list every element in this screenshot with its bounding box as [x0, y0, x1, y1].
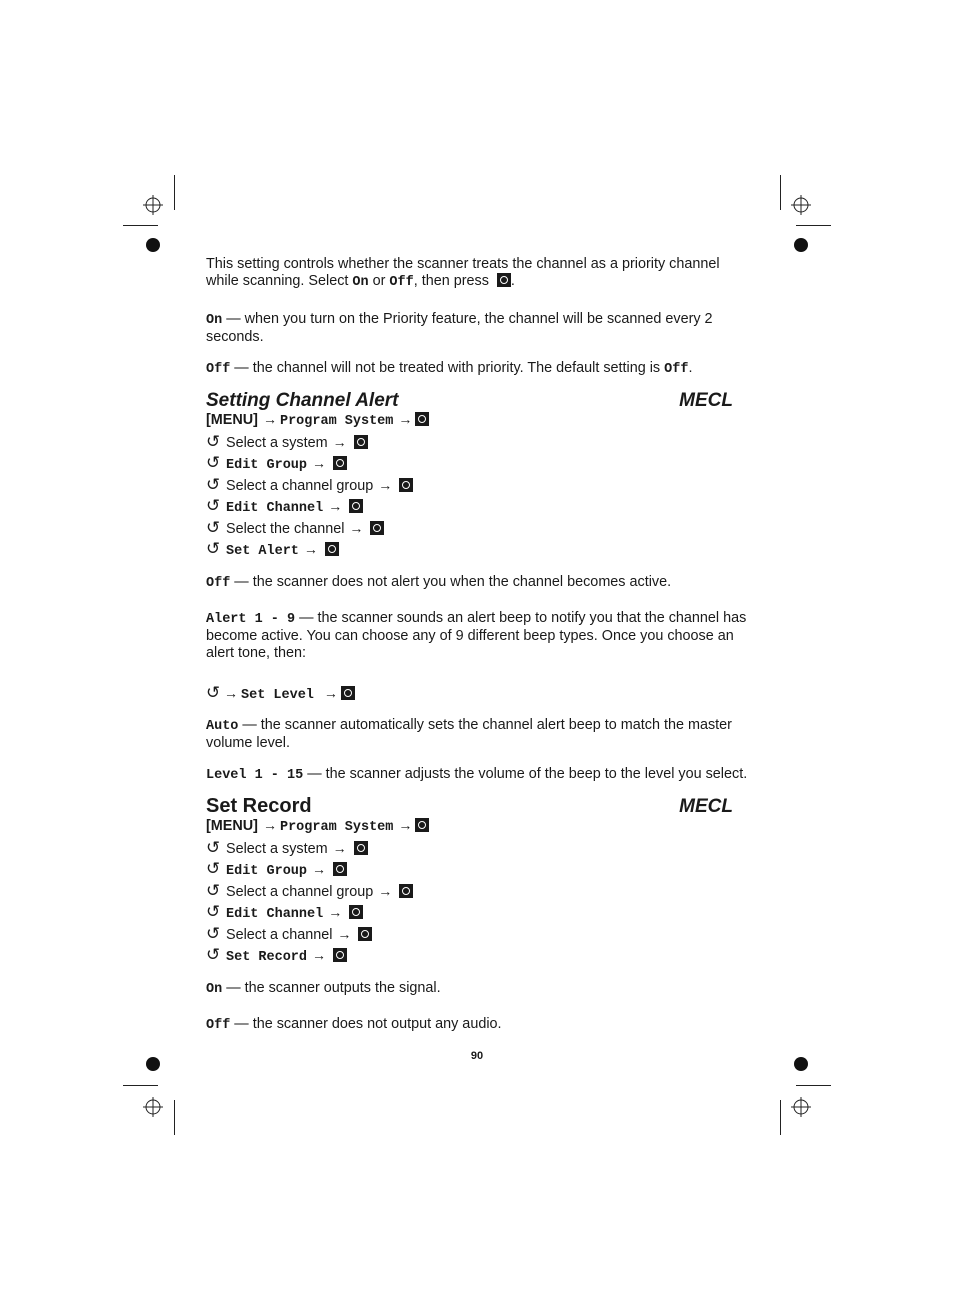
step-row: [206, 923, 751, 945]
menu-key: [MENU]: [206, 818, 258, 834]
rotate-dial-icon: ↺: [206, 682, 221, 702]
arrow-right-icon: →: [332, 839, 347, 856]
alert-off-paragraph: [206, 574, 751, 592]
select-button-icon: [333, 862, 347, 876]
definition-text: — the channel will not be treated with priority. The default setting is: [230, 360, 665, 376]
term-level: Level 1 - 15: [206, 768, 304, 783]
menu-item: Set Level: [241, 687, 314, 703]
rotate-dial-icon: ↺: [206, 474, 221, 494]
step-label: Select a channel: [226, 926, 333, 943]
step-label: Select a system: [226, 434, 328, 451]
step-row: [206, 474, 751, 496]
crop-mark: [796, 225, 831, 226]
term-off: Off: [206, 1017, 231, 1033]
step-label: Select a channel group: [226, 477, 374, 494]
record-off-paragraph: [206, 1016, 751, 1034]
rotate-dial-icon: ↺: [206, 945, 221, 964]
select-button-icon: [358, 927, 372, 941]
definition-text: — the scanner does not output any audio.: [230, 1015, 502, 1032]
arrow-right-icon: →: [312, 861, 327, 877]
select-button-icon: [333, 948, 347, 962]
crop-mark: [174, 1100, 175, 1135]
option-on: On: [352, 275, 369, 290]
term-off: Off: [206, 575, 231, 591]
step-row: [206, 452, 751, 474]
section-title: Setting Channel Alert: [206, 390, 399, 411]
arrow-right-icon: →: [398, 411, 413, 427]
step-row: [206, 495, 751, 517]
alert-tone-paragraph: [206, 610, 751, 662]
intro-paragraph: [206, 256, 751, 291]
step-label: Edit Channel: [226, 907, 324, 922]
crop-mark: [123, 1085, 158, 1086]
step-label: Set Record: [226, 950, 308, 965]
rotate-dial-icon: ↺: [206, 431, 221, 451]
page-number: 90: [470, 1050, 484, 1062]
crop-mark: [780, 1100, 781, 1135]
select-button-icon: [349, 499, 363, 513]
section-header: [206, 795, 733, 817]
auto-paragraph: [206, 717, 751, 752]
step-row: [206, 837, 751, 859]
registration-mark-icon: [143, 195, 163, 215]
select-button-icon: [333, 456, 347, 470]
intro-text: , then press: [413, 273, 489, 289]
record-on-paragraph: [206, 980, 751, 998]
crop-mark: [780, 175, 781, 210]
select-button-icon: [370, 521, 384, 535]
term-auto: Auto: [206, 719, 239, 734]
step-row: [206, 538, 751, 560]
select-button-icon: [497, 273, 511, 287]
step-label: Select the channel: [226, 520, 345, 537]
option-off: Off: [389, 275, 414, 290]
arrow-right-icon: →: [378, 882, 393, 899]
crop-mark: [796, 1085, 831, 1086]
step-row: [206, 858, 751, 880]
step-label: Edit Group: [226, 458, 308, 473]
arrow-right-icon: →: [398, 817, 413, 833]
crop-mark: [123, 225, 158, 226]
level-paragraph: [206, 766, 751, 784]
select-button-icon: [354, 435, 368, 449]
arrow-right-icon: →: [312, 455, 327, 471]
select-button-icon: [325, 542, 339, 556]
arrow-right-icon: →: [262, 817, 277, 833]
step-label: Set Alert: [226, 544, 299, 559]
arrow-right-icon: →: [224, 684, 238, 701]
crop-mark: [174, 175, 175, 210]
select-button-icon: [354, 841, 368, 855]
term-off: Off: [664, 362, 689, 377]
rotate-dial-icon: ↺: [206, 453, 221, 472]
step-label: Select a system: [226, 840, 328, 857]
rotate-dial-icon: ↺: [206, 880, 221, 900]
page-content: [206, 256, 751, 1048]
registration-mark-icon: [791, 195, 811, 215]
rotate-dial-icon: ↺: [206, 517, 221, 537]
step-label: Edit Group: [226, 864, 308, 879]
rotate-dial-icon: ↺: [206, 496, 221, 515]
intro-text: .: [510, 273, 515, 289]
menu-path: [206, 409, 751, 431]
arrow-right-icon: →: [328, 904, 343, 920]
rotate-dial-icon: ↺: [206, 902, 221, 921]
set-level-path: [206, 682, 751, 704]
registration-dot: [794, 238, 808, 252]
arrow-right-icon: →: [332, 433, 347, 450]
rotate-dial-icon: ↺: [206, 539, 221, 558]
step-row: [206, 517, 751, 539]
select-button-icon: [415, 412, 429, 426]
select-button-icon: [341, 686, 355, 700]
section-title: Set Record: [206, 795, 312, 817]
select-button-icon: [415, 818, 429, 832]
definition-text: — the scanner automatically sets the channel alert beep to match the master volume level.: [206, 717, 732, 751]
select-button-icon: [399, 478, 413, 492]
rotate-dial-icon: ↺: [206, 859, 221, 878]
step-label: Select a channel group: [226, 883, 374, 900]
arrow-right-icon: →: [312, 947, 327, 963]
step-row: [206, 880, 751, 902]
priority-off-paragraph: [206, 360, 751, 378]
arrow-right-icon: →: [323, 684, 338, 701]
definition-text: — the scanner adjusts the volume of the beep to the level you select.: [303, 766, 748, 782]
priority-on-paragraph: [206, 311, 751, 346]
definition-text: — the scanner sounds an alert beep to notify you that the channel has become active. You can choose any of 9 different beep types. Once you choose an alert tone, then:: [206, 609, 747, 661]
arrow-right-icon: →: [262, 411, 277, 427]
rotate-dial-icon: ↺: [206, 837, 221, 857]
arrow-right-icon: →: [378, 476, 393, 493]
registration-mark-icon: [791, 1097, 811, 1117]
term-alert: Alert 1 - 9: [206, 611, 296, 627]
intro-text: while scanning. Select: [206, 273, 353, 289]
step-label: Edit Channel: [226, 501, 324, 516]
section-badge: MECL: [679, 390, 733, 411]
definition-text: — the scanner outputs the signal.: [222, 979, 441, 996]
term-off: Off: [206, 362, 231, 377]
arrow-right-icon: →: [337, 925, 352, 942]
registration-mark-icon: [143, 1097, 163, 1117]
definition-text: — the scanner does not alert you when the channel becomes active.: [230, 573, 672, 590]
section-header: [206, 392, 733, 409]
term-on: On: [206, 313, 223, 328]
step-row: [206, 901, 751, 923]
arrow-right-icon: →: [328, 498, 343, 514]
step-row: [206, 944, 751, 966]
intro-text: This setting controls whether the scanner treats the channel as a priority channel: [206, 256, 720, 272]
term-on: On: [206, 981, 223, 997]
menu-item: Program System: [279, 820, 394, 835]
step-list: [206, 431, 751, 560]
select-button-icon: [399, 884, 413, 898]
step-list: [206, 837, 751, 966]
arrow-right-icon: →: [349, 519, 364, 536]
menu-item: Program System: [279, 414, 394, 429]
intro-text: or: [368, 273, 390, 289]
arrow-right-icon: →: [303, 541, 318, 557]
definition-text: .: [688, 360, 693, 376]
rotate-dial-icon: ↺: [206, 923, 221, 943]
registration-dot: [146, 238, 160, 252]
step-row: [206, 431, 751, 453]
menu-key: [MENU]: [206, 412, 258, 428]
select-button-icon: [349, 905, 363, 919]
section-badge: MECL: [679, 796, 733, 817]
definition-text: — when you turn on the Priority feature, the channel will be scanned every 2 seconds.: [206, 311, 713, 345]
menu-path: [206, 815, 751, 837]
